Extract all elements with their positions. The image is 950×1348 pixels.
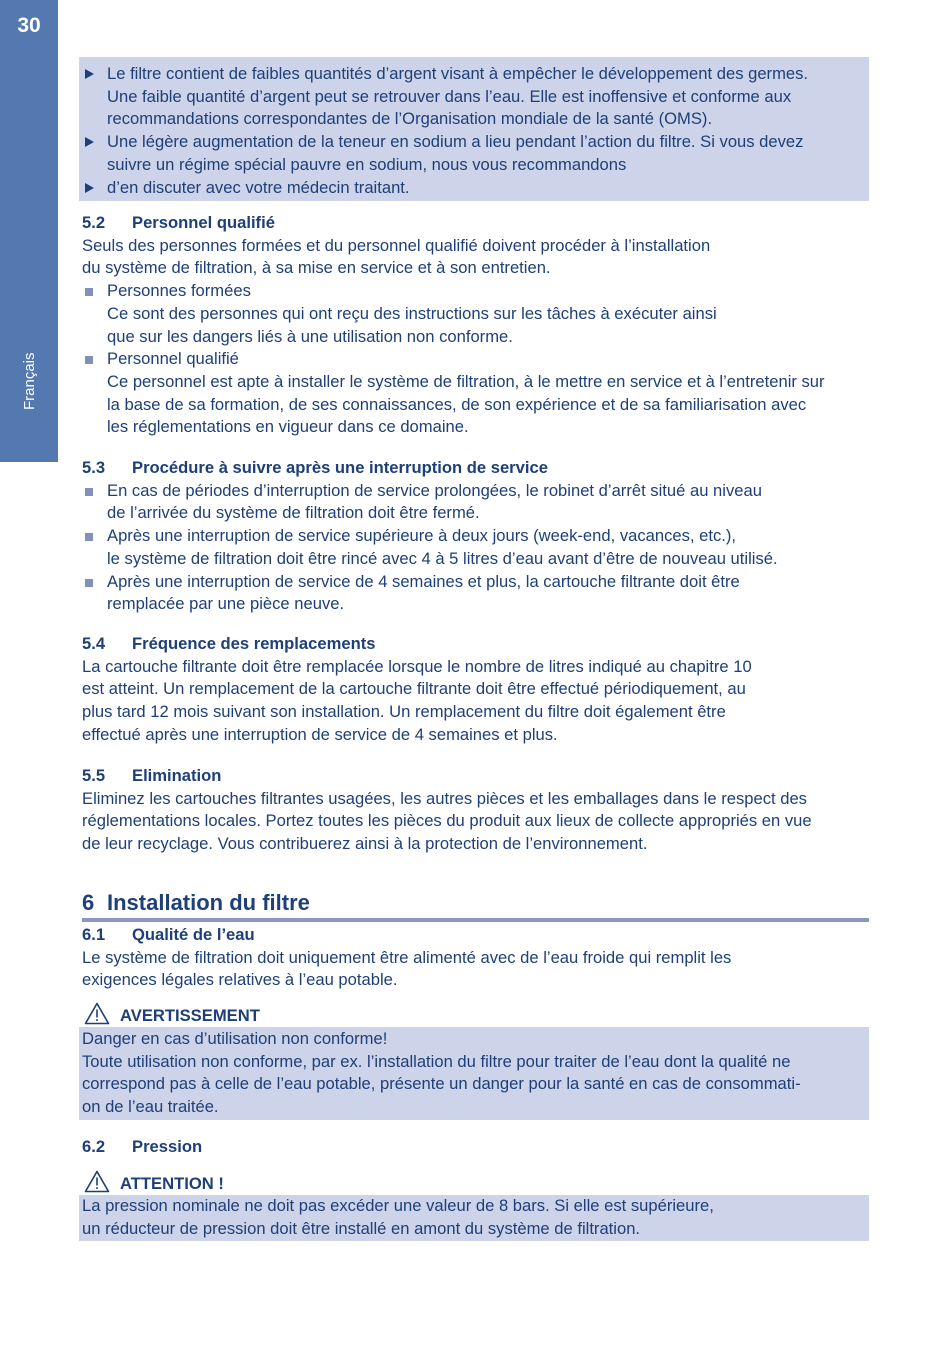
- language-label: Français: [21, 352, 38, 410]
- list-item: Personnel qualifié Ce personnel est apte à installer le système de filtration, à le mettre en service et à l’entretenir sur la base de sa formation, de ses connaissances, de son expérience et de sa familiarisation avec les réglementations en vigueur dans ce domaine.: [82, 348, 869, 439]
- triangle-bullet-icon: [85, 137, 94, 147]
- square-bullet-icon: [85, 356, 93, 364]
- paragraph-line: Eliminez les cartouches filtrantes usagées, les autres pièces et les emballages dans le respect des: [82, 788, 807, 808]
- warning-triangle-icon: [84, 1002, 110, 1025]
- paragraph-line: Le système de filtration doit uniquement être alimenté avec de l’eau froide qui remplit les: [82, 947, 732, 967]
- section-5-4: [82, 633, 869, 747]
- caution-box: La pression nominale ne doit pas excéder une valeur de 8 bars. Si elle est supérieure, un réducteur de pression doit être installé en amont du système de filtration.: [79, 1195, 869, 1241]
- chapter-heading: 6 Installation du filtre: [82, 890, 869, 922]
- section-heading: 6.2 Pression: [82, 1137, 203, 1156]
- square-bullet-icon: [85, 533, 93, 541]
- list-item: Personnes formées Ce sont des personnes qui ont reçu des instructions sur les tâches à exécuter ainsi que sur les dangers liés à une utilisation non conforme.: [82, 280, 869, 348]
- triangle-bullet-icon: [85, 183, 94, 193]
- section-heading: 6.1 Qualité de l’eau: [82, 925, 255, 944]
- section-5-2: [82, 212, 869, 439]
- section-5-5: [82, 765, 869, 856]
- square-bullet-icon: [85, 288, 93, 296]
- warning-box: Danger en cas d’utilisation non conforme! Toute utilisation non conforme, par ex. l’installation du filtre pour traiter de l’eau dont la qualité ne correspond pas à celle de l’eau potable, présente un danger pour la santé en cas de consommati- on de l’eau traitée.: [79, 1027, 869, 1120]
- list-item: Le filtre contient de faibles quantités d’argent visant à empêcher le développement des germes. Une faible quantité d’argent peut se retrouver dans l’eau. Elle est inoffensive et conforme aux recommandations correspondantes de l’Organisation mondiale de la santé (OMS).: [82, 63, 869, 131]
- triangle-bullet-icon: [85, 69, 94, 79]
- section-5-3: [82, 457, 869, 616]
- square-bullet-icon: [85, 579, 93, 587]
- section-heading: 5.4 Fréquence des remplacements: [82, 634, 376, 653]
- section-heading: 5.3 Procédure à suivre après une interruption de service: [82, 458, 548, 477]
- section-6-1: [82, 924, 869, 992]
- caution-heading: ATTENTION !: [82, 1173, 224, 1196]
- paragraph-line: effectué après une interruption de service de 4 semaines et plus.: [82, 724, 558, 744]
- warning-heading: AVERTISSEMENT: [82, 1005, 260, 1028]
- square-bullet-icon: [85, 488, 93, 496]
- paragraph-line: réglementations locales. Portez toutes les pièces du produit aux lieux de collecte appropriés en vue: [82, 811, 812, 831]
- section-heading: 5.5 Elimination: [82, 766, 222, 785]
- language-sidebar-tab: [0, 0, 58, 462]
- paragraph-line: de leur recyclage. Vous contribuerez ainsi à la protection de l’environnement.: [82, 834, 648, 854]
- paragraph-line: exigences légales relatives à l’eau potable.: [82, 970, 398, 990]
- list-item: d’en discuter avec votre médecin traitant.: [82, 177, 869, 200]
- paragraph-line: Seuls des personnes formées et du personnel qualifié doivent procéder à l’installation: [82, 235, 711, 255]
- list-item: Une légère augmentation de la teneur en sodium a lieu pendant l’action du filtre. Si vous devez suivre un régime spécial pauvre en sodium, nous vous recommandons: [82, 131, 869, 176]
- list-item: Après une interruption de service de 4 semaines et plus, la cartouche filtrante doit être remplacée par une pièce neuve.: [82, 571, 869, 616]
- paragraph-line: est atteint. Un remplacement de la cartouche filtrante doit être effectué périodiquement, au: [82, 679, 746, 699]
- paragraph-line: plus tard 12 mois suivant son installation. Un remplacement du filtre doit également être: [82, 702, 726, 722]
- paragraph-line: La cartouche filtrante doit être remplacée lorsque le nombre de litres indiqué au chapitre 10: [82, 656, 752, 676]
- page-number: 30: [17, 14, 41, 37]
- list-item: En cas de périodes d’interruption de service prolongées, le robinet d’arrêt situé au niveau de l’arrivée du système de filtration doit être fermé.: [82, 480, 869, 525]
- section-heading: 5.2 Personnel qualifié: [82, 213, 275, 232]
- list-item: Après une interruption de service supérieure à deux jours (week-end, vacances, etc.), le système de filtration doit être rincé avec 4 à 5 litres d’eau avant d’être de nouveau utilisé.: [82, 525, 869, 570]
- warning-triangle-icon: [84, 1170, 110, 1193]
- paragraph-line: du système de filtration, à sa mise en service et à son entretien.: [82, 258, 551, 278]
- intro-info-box: [79, 57, 869, 201]
